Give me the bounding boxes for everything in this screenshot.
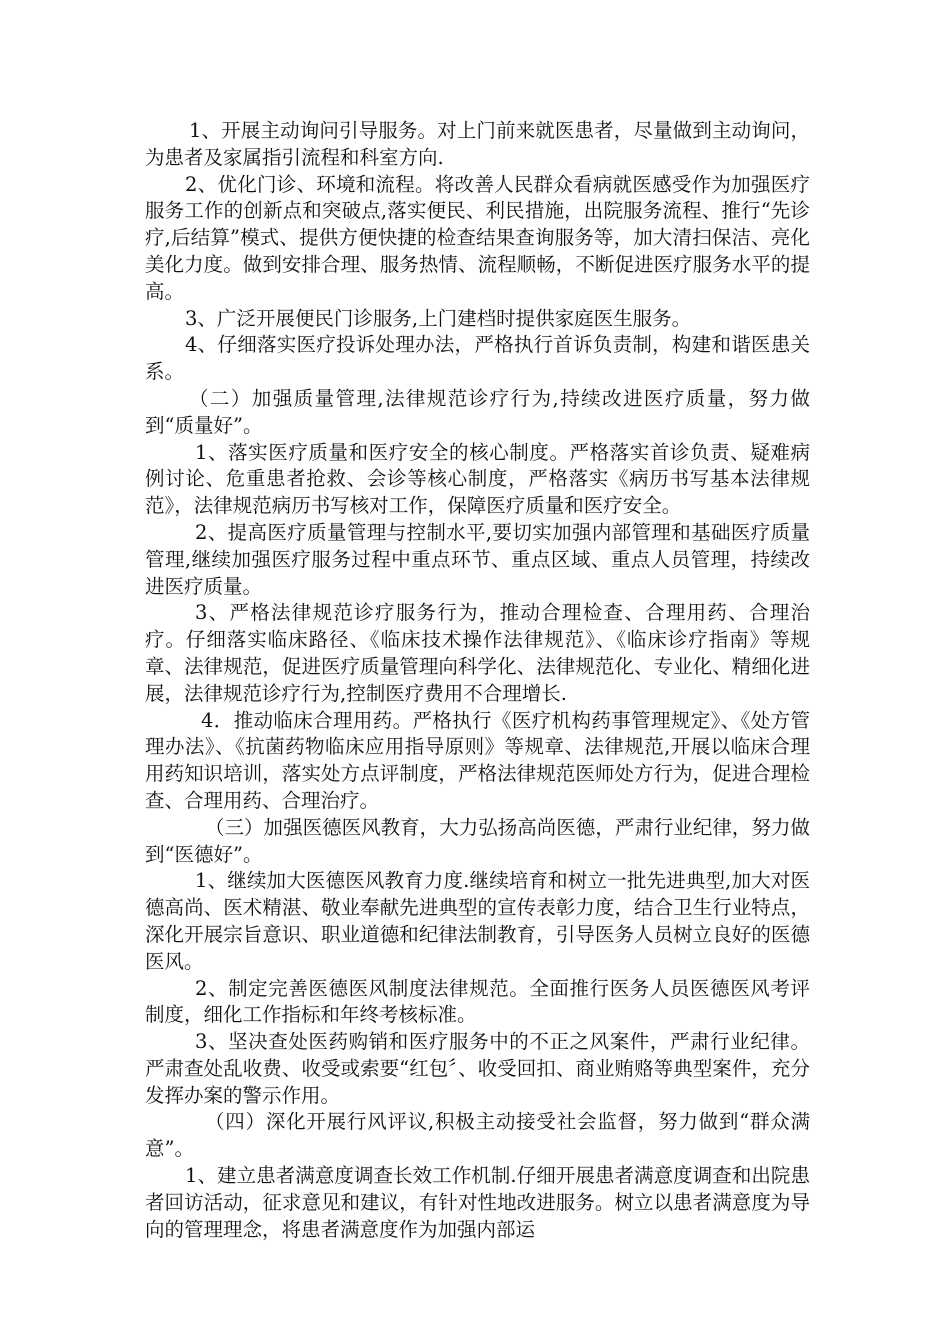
paragraph-ethics-regulations: 2、制定完善医德医风制度法律规范。全面推行医务人员医德医风考评制度，细化工作指标和年终考核标准。 (145, 976, 810, 1027)
paragraph-quality-control: 2、提高医疗质量管理与控制水平,要切实加强内部管理和基础医疗质量管理,继续加强医疗服务过程中重点环节、重点区域、重点人员管理，持续改进医疗质量。 (145, 520, 810, 598)
paragraph-convenience-clinic: 3、广泛开展便民门诊服务,上门建档时提供家庭医生服务。 (185, 306, 692, 330)
paragraph-ethics-education: 1、继续加大医德医风教育力度.继续培育和树立一批先进典型,加大对医德高尚、医术精湛、敬业奉献先进典型的宣传表彰力度，结合卫生行业特点，深化开展宗旨意识、职业道德和纪律法制教育，引导医务人员树立良好的医德医风。 (145, 869, 810, 973)
paragraph-rational-drug-use: 4．推动临床合理用药。严格执行《医疗机构药事管理规定》、《处方管理办法》、《抗菌药物临床应用指导原则》等规章、法律规范,开展以临床合理用药知识培训，落实处方点评制度，严格法律规范医师处方行为，促进合理检查、合理用药、合理治疗。 (145, 708, 810, 812)
paragraph-optimize-outpatient: 2、优化门诊、环境和流程。将改善人民群众看病就医感受作为加强医疗服务工作的创新点和突破点,落实便民、利民措施，出院服务流程、推行“先诊疗,后结算”模式、提供方便快捷的检查结果查询服务等，加大清扫保洁、亮化美化力度。做到安排合理、服务热情、流程顺畅，不断促进医疗服务水平的提高。 (145, 172, 810, 303)
paragraph-service-guidance: 1、开展主动询问引导服务。对上门前来就医患者，尽量做到主动询问，为患者及家属指引流程和科室方向. (145, 119, 810, 169)
paragraph-core-systems: 1、落实医疗质量和医疗安全的核心制度。严格落实首诊负责、疑难病例讨论、危重患者抢救、会诊等核心制度，严格落实《病历书写基本法律规范》，法律规范病历书写核对工作，保障医疗质量和医疗安全。 (145, 440, 810, 518)
section-heading-public-satisfaction: （四）深化开展行风评议,积极主动接受社会监督，努力做到“群众满意”。 (145, 1110, 810, 1161)
paragraph-misconduct-cases: 3、坚决查处医药购销和医疗服务中的不正之风案件，严肃行业纪律。严肃查处乱收费、收受或索要“红包〞、收受回扣、商业贿赂等典型案件，充分发挥办案的警示作用。 (145, 1030, 810, 1107)
paragraph-satisfaction-survey: 1、建立患者满意度调查长效工作机制.仔细开展患者满意度调查和出院患者回访活动，征求意见和建议，有针对性地改进服务。树立以患者满意度为导向的管理理念，将患者满意度作为加强内部运 (145, 1164, 810, 1241)
section-heading-ethics: （三）加强医德医风教育，大力弘扬高尚医德，严肃行业纪律，努力做到“医德好”。 (145, 815, 810, 866)
section-heading-quality: （二）加强质量管理,法律规范诊疗行为,持续改进医疗质量，努力做到“质量好”。 (145, 386, 810, 437)
paragraph-diagnosis-behavior: 3、严格法律规范诊疗服务行为，推动合理检查、合理用药、合理治疗。仔细落实临床路径、《临床技术操作法律规范》、《临床诊疗指南》等规章、法律规范，促进医疗质量管理向科学化、法律规范化、专业化、精细化进展，法律规范诊疗行为,控制医疗费用不合理增长. (145, 601, 810, 705)
paragraph-complaint-handling: 4、仔细落实医疗投诉处理办法，严格执行首诉负责制，构建和谐医患关系。 (145, 333, 810, 384)
document-page (145, 118, 810, 1243)
